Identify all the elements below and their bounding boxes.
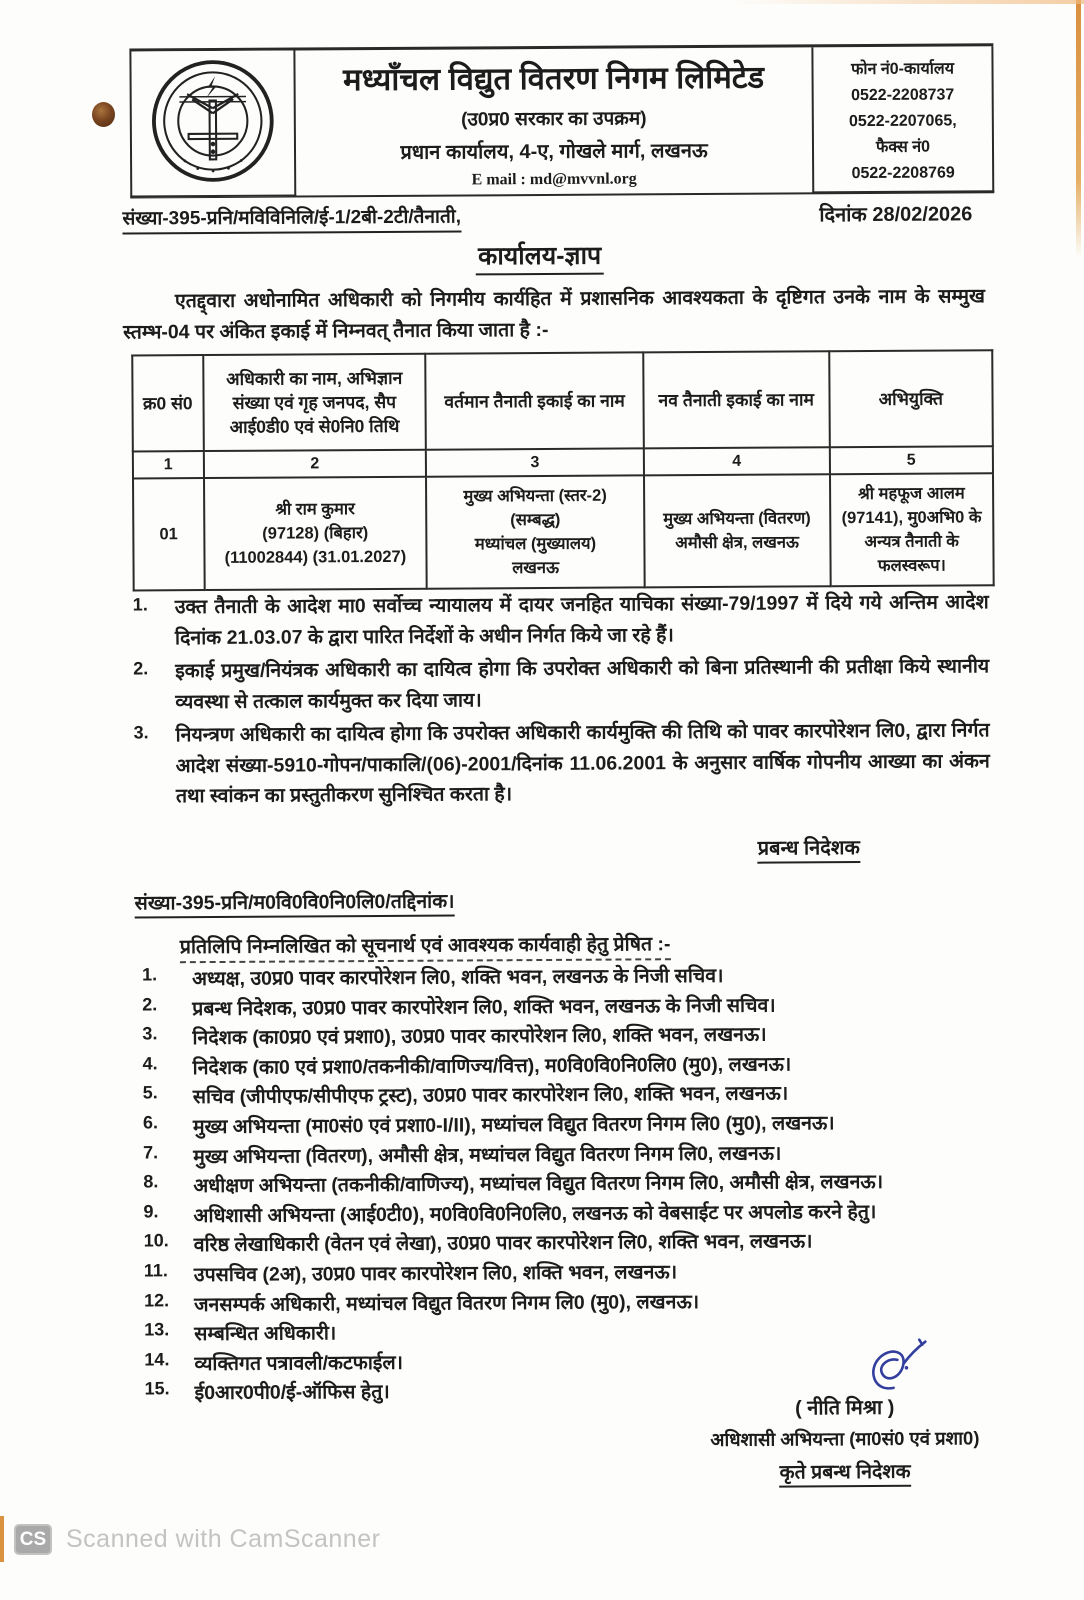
col-number: 1 (133, 451, 204, 478)
org-address: प्रधान कार्यालय, 4-ए, गोखले मार्ग, लखनऊ (400, 139, 708, 164)
list-item: 6. मुख्य अभियन्ता (मा0सं0 एवं प्रशा0-I/II), मध्यांचल विद्युत वितरण निगम लि0 (मु0), लखनऊ। (142, 1112, 835, 1139)
org-identity (295, 47, 812, 195)
phone-box (811, 46, 994, 193)
fax-number: 0522-2208769 (851, 164, 955, 183)
list-item: 9. अधिशासी अभियन्ता (आई0टी0), म0वि0वि0नि0लि0, लखनऊ को वेबसाईट पर अपलोड करने हेतु। (143, 1200, 877, 1227)
secondary-reference: संख्या-395-प्रनि/म0वि0वि0नि0लि0/तद्दिनांक। (135, 887, 455, 916)
col-header-new-unit: नव तैनाती इकाई का नाम (643, 351, 829, 448)
list-item: 14. व्यक्तिगत पत्रावली/कटफाईल। (144, 1349, 404, 1375)
note-item (133, 715, 990, 812)
list-item: 2. प्रबन्ध निदेशक, उ0प्र0 पावर कारपोरेशन लि0, शक्ति भवन, लखनऊ के निजी सचिव। (142, 993, 776, 1020)
col-number: 5 (829, 446, 993, 474)
col-header-officer: अधिकारी का नाम, अभिज्ञान संख्या एवं गृह जनपद, सैप आई0डी0 एवं से0नि0 तिथि (203, 354, 426, 451)
col-header-remarks: अभियुक्ति (829, 350, 993, 447)
copy-to-heading: प्रतिलिपि निम्नलिखित को सूचनार्थ एवं आवश्यक कार्यवाही हेतु प्रेषित :- (180, 929, 671, 959)
intro-paragraph: एतद्द्वारा अधोनामित अधिकारी को निगमीय कार्यहित में प्रशासनिक आवश्यकता के दृष्टिगत उनके नाम के सम्मुख स्तम्भ-04 पर अंकित इकाई में निम्नवत् तैनात किया जाता है :- (123, 285, 985, 344)
signature-block (694, 1337, 995, 1485)
org-email: E mail : md@mvvnl.org (471, 170, 637, 189)
note-number: 2. (133, 658, 149, 679)
org-logo-icon (148, 56, 277, 190)
org-subtitle: (उ0प्र0 सरकार का उपक्रम) (461, 108, 647, 131)
punch-hole-artifact (92, 102, 115, 127)
list-item: 13. सम्बन्धित अधिकारी। (144, 1319, 337, 1346)
col-number: 4 (644, 447, 830, 475)
letterhead (129, 43, 994, 198)
camscanner-text: Scanned with CamScanner (66, 1525, 381, 1553)
list-item: 1. अध्यक्ष, उ0प्र0 पावर कारपोरेशन लि0, शक्ति भवन, लखनऊ के निजी सचिव। (141, 964, 724, 991)
reference-row (122, 199, 982, 234)
cell-new-unit: मुख्य अभियन्ता (वितरण) अमौसी क्षेत्र, लखनऊ (644, 474, 830, 587)
phone-label: फोन नं0-कार्यालय (851, 60, 955, 79)
note-number: 1. (132, 594, 148, 615)
col-header-sno: क्र0 सं0 (132, 355, 203, 451)
signatory-designation: अधिशासी अभियन्ता (मा0सं0 एवं प्रशा0) (710, 1427, 980, 1450)
cell-sno: 01 (133, 478, 204, 590)
list-item: 7. मुख्य अभियन्ता (वितरण), अमौसी क्षेत्र, मध्यांचल विद्युत वितरण निगम लि0, लखनऊ। (143, 1141, 782, 1168)
signatory-name: ( नीति मिश्रा ) (794, 1396, 895, 1420)
list-item: 11. उपसचिव (2अ), उ0प्र0 पावर कारपोरेशन लि0, शक्ति भवन, लखनऊ। (143, 1260, 678, 1287)
document-date: दिनांक 28/02/2026 (819, 203, 973, 227)
cell-officer: श्री राम कुमार (97128) (बिहार) (11002844) (31.01.2027) (204, 477, 427, 590)
signatory-for-line: कृते प्रबन्ध निदेशक (695, 1456, 995, 1485)
table-header-row (132, 350, 993, 451)
note-item (133, 651, 989, 717)
table-row (133, 473, 994, 590)
col-number: 2 (203, 450, 426, 478)
scan-edge-right (1076, 0, 1081, 258)
cell-remarks: श्री महफूज आलम (97141), मु0अभि0 के अन्यत्र तैनाती के फलस्वरूप। (830, 473, 994, 586)
note-number: 3. (133, 722, 149, 743)
fax-label: फैक्स नं0 (875, 138, 931, 156)
list-item: 4. निदेशक (का0 एवं प्रशा0/तकनीकी/वाणिज्य/वित्त), म0वि0वि0नि0लि0 (मु0), लखनऊ। (142, 1053, 792, 1079)
memo-title: कार्यालय-ज्ञाप (476, 242, 603, 276)
md-signoff: प्रबन्ध निदेशक (701, 833, 916, 861)
note-item (133, 587, 989, 653)
memo-title-wrap (0, 235, 1082, 276)
camscanner-watermark (14, 1524, 380, 1555)
cell-current-unit: मुख्य अभियन्ता (स्तर-2) (सम्बद्ध) मध्यांचल (मुख्यालय) लखनऊ (426, 475, 644, 588)
list-item: 12. जनसम्पर्क अधिकारी, मध्यांचल विद्युत वितरण निगम लि0 (मु0), लखनऊ। (143, 1289, 700, 1316)
notes-list (133, 587, 990, 815)
note-text: इकाई प्रमुख/नियंत्रक अधिकारी का दायित्व होगा कि उपरोक्त अधिकारी को बिना प्रतिस्थानी की प्रतीक्षा किये स्थानीय व्यवस्था से तत्काल कार्यमुक्त कर दिया जाय। (175, 655, 990, 713)
col-header-current-unit: वर्तमान तैनाती इकाई का नाम (425, 352, 643, 449)
scan-edge-left (0, 1516, 4, 1562)
note-text: नियन्त्रण अधिकारी का दायित्व होगा कि उपरोक्त अधिकारी कार्यमुक्ति की तिथि को पावर कारपोरेशन लि0, द्वारा निर्गत आदेश संख्या-5910-गोपन/पाकालि/(06)-2001/दिनांक 11.06.2001 के अनुसार वार्षिक गोपनीय आख्या का अंकन तथा स्वांकन का प्रस्तुतीकरण सुनिश्चित करता है। (175, 719, 990, 808)
posting-table (131, 349, 994, 591)
camscanner-icon: CS (14, 1524, 52, 1555)
note-text: उक्त तैनाती के आदेश मा0 सर्वोच्च न्यायालय में दायर जनहित याचिका संख्या-79/1997 में दिये गये अन्तिम आदेश दिनांक 21.03.07 के द्वारा पारित निर्देशों के अधीन निर्गत किये जा रहे हैं। (174, 591, 989, 649)
list-item: 8. अधीक्षण अभियन्ता (तकनीकी/वाणिज्य), मध्यांचल विद्युत वितरण निगम लि0, अमौसी क्षेत्र, लखनऊ। (143, 1171, 884, 1198)
phone-number-1: 0522-2208737 (851, 86, 955, 105)
reference-number: संख्या-395-प्रनि/मविविनिलि/ई-1/2बी-2टी/तैनाती, (122, 202, 461, 234)
phone-number-2: 0522-2207065, (848, 112, 957, 131)
org-name: मध्याँचल विद्युत वितरण निगम लिमिटेड (343, 59, 765, 98)
org-logo-box (129, 50, 296, 197)
list-item: 15. ई0आर0पी0/ई-ऑफिस हेतु। (144, 1378, 390, 1405)
list-item: 5. सचिव (जीपीएफ/सीपीएफ ट्रस्ट), उ0प्र0 पावर कारपोरेशन लि0, शक्ति भवन, लखनऊ। (142, 1082, 789, 1109)
col-number: 3 (426, 448, 644, 476)
list-item: 10. वरिष्ठ लेखाधिकारी (वेतन एवं लेखा), उ0प्र0 पावर कारपोरेशन लि0, शक्ति भवन, लखनऊ। (143, 1230, 813, 1257)
scan-edge-top (730, 0, 1084, 4)
list-item: 3. निदेशक (का0प्र0 एवं प्रशा0), उ0प्र0 पावर कारपोरेशन लि0, शक्ति भवन, लखनऊ। (142, 1023, 767, 1050)
